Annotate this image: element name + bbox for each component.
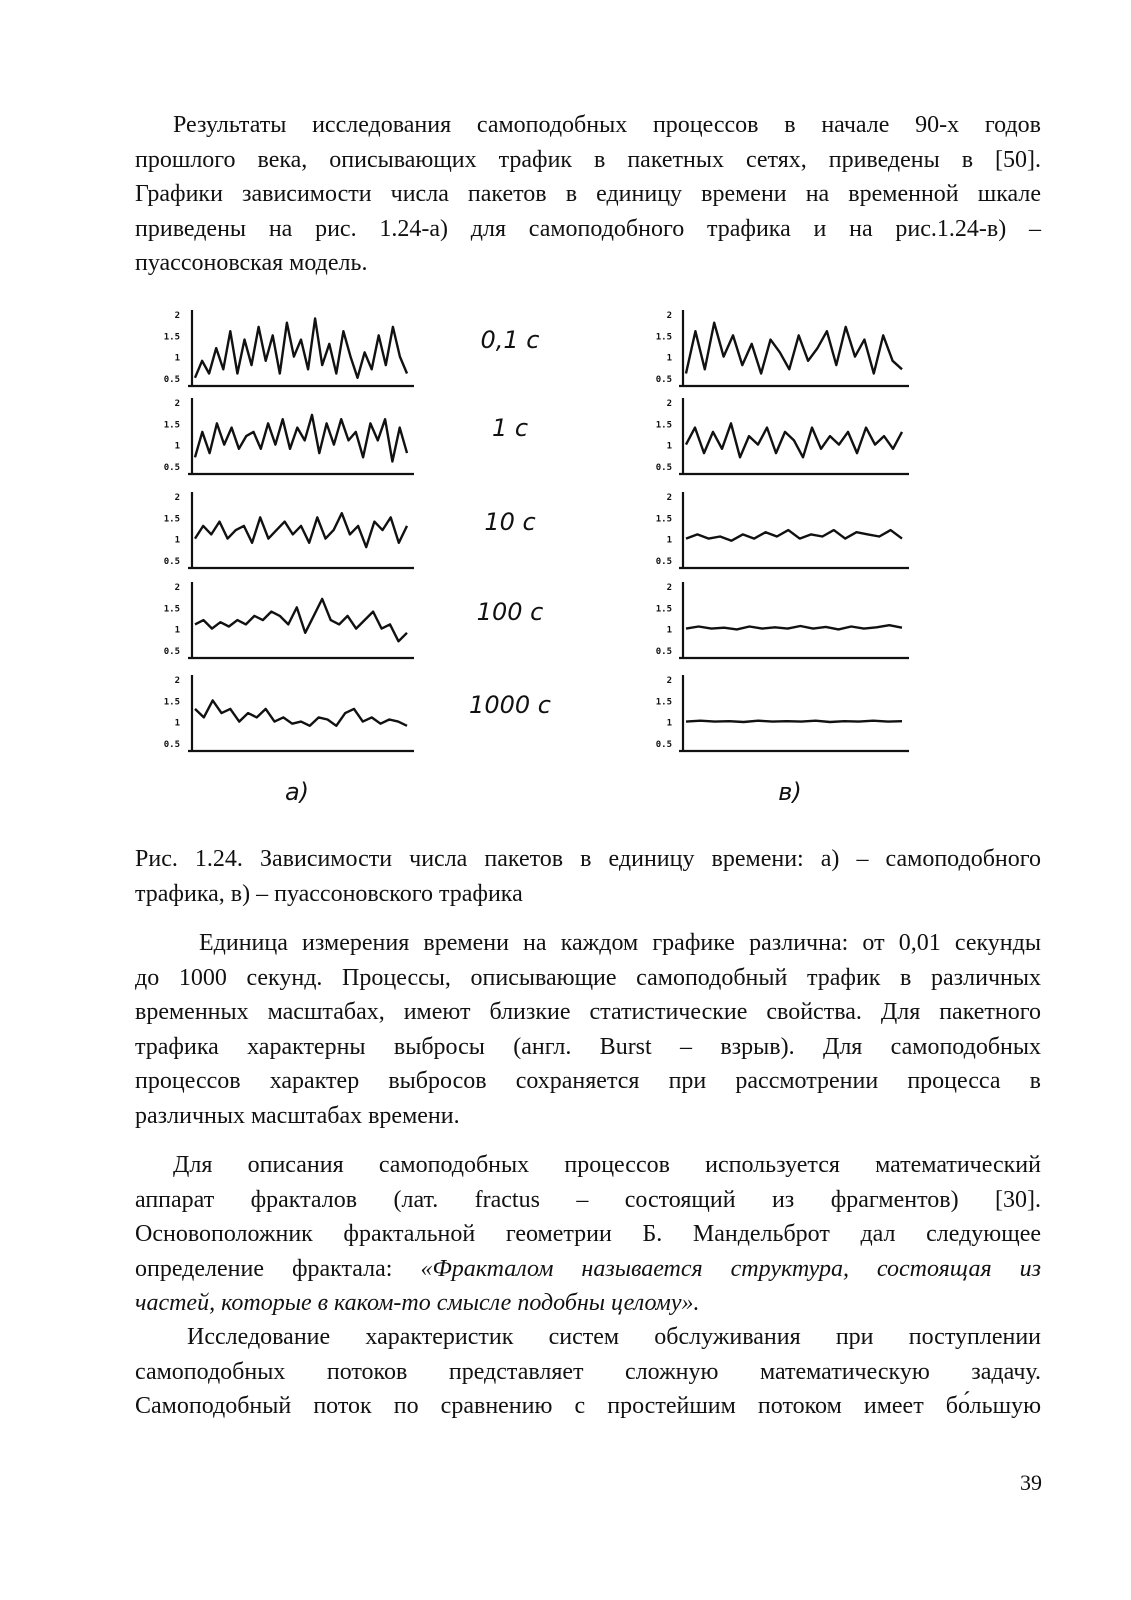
y-tick-label: 0.5: [655, 739, 672, 750]
definition-lead: определение фрактала:: [135, 1255, 421, 1282]
y-tick-label: 2: [666, 583, 672, 594]
paragraph-2: [135, 926, 1041, 1133]
y-tick-label: 1: [174, 535, 180, 546]
y-tick-label: 2: [666, 311, 672, 322]
y-tick-label: 0.5: [655, 462, 672, 473]
paragraph-line: трафика характерны выбросы (англ. Burst – взрыв). Для самоподобных: [135, 1033, 1041, 1060]
y-tick-label: 1.5: [163, 604, 180, 615]
paragraph-line: различных масштабах времени.: [135, 1102, 460, 1129]
time-scale-label: 1 с: [491, 414, 529, 442]
paragraph-line: процессов характер выбросов сохраняется при рассмотрении процесса в: [135, 1068, 1041, 1094]
paragraph-line: аппарат фракталов (лат. fractus – состоящий из фрагментов) [30].: [135, 1186, 1041, 1213]
y-tick-label: 1: [666, 625, 672, 636]
paragraph-line: Результаты исследования самоподобных процессов в начале 90-х годов: [173, 112, 1041, 138]
paragraph-line: [135, 1252, 1041, 1287]
y-tick-label: 0.5: [163, 739, 180, 750]
series-line: [686, 323, 902, 374]
y-tick-label: 2: [174, 583, 180, 594]
y-tick-label: 2: [174, 493, 180, 504]
series-line: [686, 721, 902, 722]
y-tick-label: 1.5: [163, 332, 180, 343]
y-tick-label: 1: [174, 625, 180, 636]
paragraph-4: [135, 1320, 1041, 1424]
y-tick-label: 1: [666, 535, 672, 546]
y-tick-label: 1.5: [655, 604, 672, 615]
y-tick-label: 2: [666, 493, 672, 504]
series-line: [195, 700, 407, 725]
series-line: [195, 599, 407, 641]
y-tick-label: 0.5: [655, 374, 672, 385]
y-tick-label: 1.5: [655, 332, 672, 343]
paragraph-3: [135, 1148, 1041, 1321]
caption-line: трафика, в) – пуассоновского трафика: [135, 880, 523, 907]
series-line: [195, 319, 407, 378]
paragraph-1: [135, 108, 1041, 281]
paragraph-line: самоподобных потоков представляет сложную математическую задачу.: [135, 1358, 1041, 1385]
time-scale-label: 10 с: [484, 508, 536, 536]
panel-label: в): [778, 778, 802, 806]
figure-traffic-graphs: [0, 295, 1131, 835]
y-tick-label: 1: [174, 441, 180, 452]
y-tick-label: 1: [174, 353, 180, 364]
caption-line: Рис. 1.24. Зависимости числа пакетов в единицу времени: а) – самоподобного: [135, 846, 1041, 872]
paragraph-line: пуассоновская модель.: [135, 250, 368, 276]
y-tick-label: 0.5: [163, 646, 180, 657]
y-tick-label: 0.5: [655, 556, 672, 567]
fractal-definition-quote: «Фракталом называется структура, состоящая из: [420, 1255, 1042, 1282]
paragraph-line: Основоположник фрактальной геометрии Б. Мандельброт дал следующее: [135, 1221, 1041, 1247]
series-line: [195, 513, 407, 547]
series-line: [686, 530, 902, 541]
time-scale-label: 0,1 с: [480, 326, 540, 354]
y-tick-label: 2: [174, 676, 180, 687]
y-tick-label: 1.5: [163, 420, 180, 431]
series-line: [686, 625, 902, 629]
series-line: [195, 415, 407, 462]
time-scale-label: 100 с: [476, 598, 544, 626]
paragraph-line: Исследование характеристик систем обслуживания при поступлении: [187, 1324, 1041, 1350]
y-tick-label: 0.5: [163, 556, 180, 567]
paragraph-line: [135, 1286, 1041, 1321]
paragraph-line: до 1000 секунд. Процессы, описывающие самоподобный трафик в различных: [135, 964, 1041, 991]
page-number: 39: [1020, 1470, 1042, 1495]
y-tick-label: 2: [666, 676, 672, 687]
y-tick-label: 1.5: [655, 697, 672, 708]
y-tick-label: 1.5: [163, 697, 180, 708]
y-tick-label: 2: [666, 399, 672, 410]
y-tick-label: 0.5: [163, 462, 180, 473]
y-tick-label: 0.5: [163, 374, 180, 385]
paragraph-line: прошлого века, описывающих трафик в пакетных сетях, приведены в [50].: [135, 146, 1041, 173]
y-tick-label: 1.5: [163, 514, 180, 525]
paragraph-line: приведены на рис. 1.24-а) для самоподобного трафика и на рис.1.24-в) –: [135, 215, 1041, 242]
y-tick-label: 1: [666, 718, 672, 729]
y-tick-label: 1.5: [655, 514, 672, 525]
paragraph-line: Самоподобный поток по сравнению с простейшим потоком имеет бо́льшую: [135, 1393, 1041, 1419]
paragraph-line: временных масштабах, имеют близкие статистические свойства. Для пакетного: [135, 999, 1041, 1025]
y-tick-label: 1.5: [655, 420, 672, 431]
paragraph-line: Графики зависимости числа пакетов в единицу времени на временной шкале: [135, 181, 1041, 207]
y-tick-label: 2: [174, 399, 180, 410]
paragraph-line: Для описания самоподобных процессов используется математический: [173, 1152, 1041, 1178]
figure-caption: [135, 842, 1041, 911]
y-tick-label: 0.5: [655, 646, 672, 657]
fractal-definition-quote-end: частей, которые в каком-то смысле подобны целому».: [135, 1290, 700, 1316]
y-tick-label: 1: [666, 353, 672, 364]
paragraph-line: Единица измерения времени на каждом графике различна: от 0,01 секунды: [199, 930, 1041, 956]
panel-label: а): [284, 778, 310, 806]
y-tick-label: 1: [174, 718, 180, 729]
y-tick-label: 1: [666, 441, 672, 452]
time-scale-label: 1000 с: [469, 691, 551, 719]
series-line: [686, 423, 902, 457]
y-tick-label: 2: [174, 311, 180, 322]
